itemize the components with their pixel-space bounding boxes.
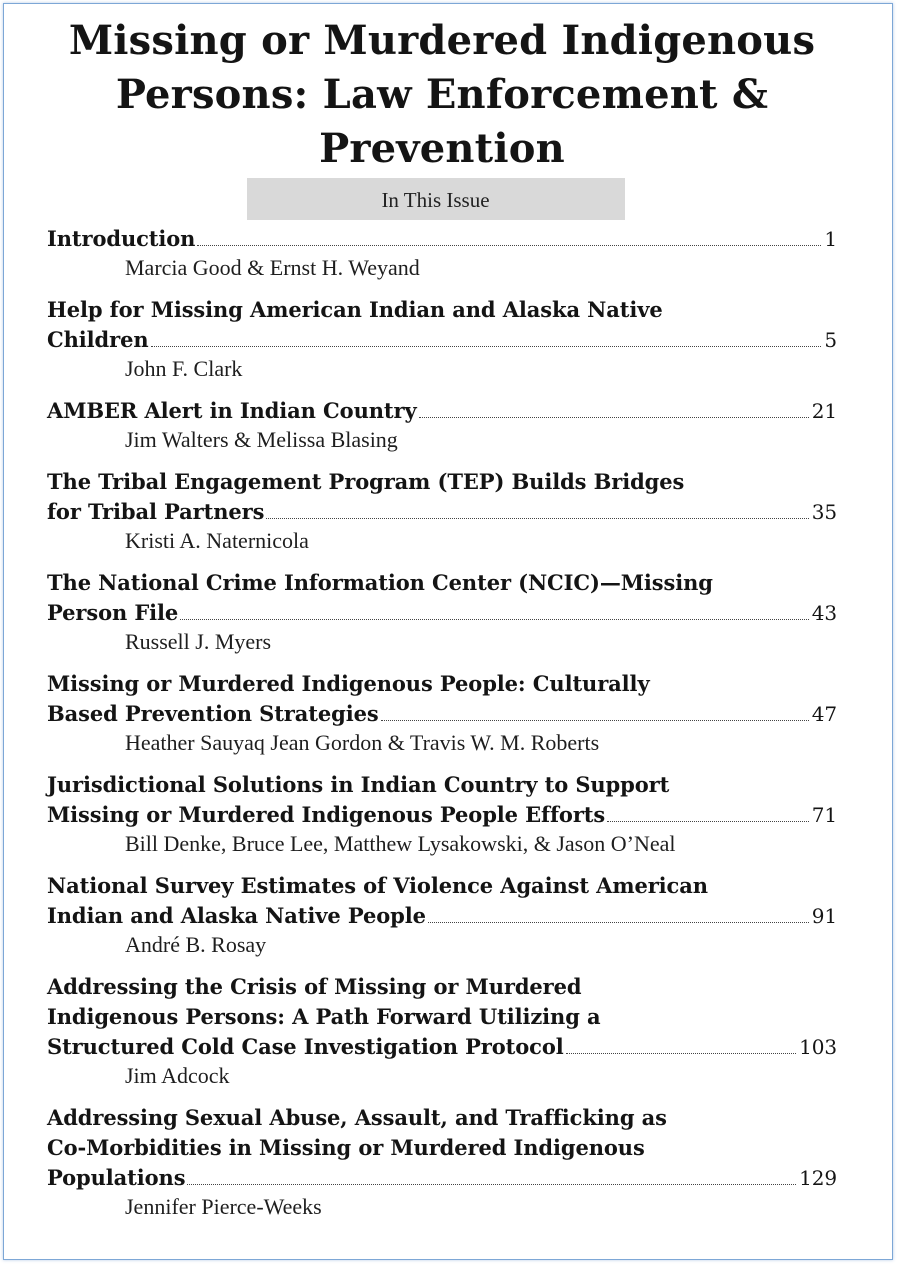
page-number: 91 [811, 904, 837, 928]
toc-entry [47, 396, 837, 454]
toc-title-line: Missing or Murdered Indigenous People: Culturally [47, 671, 650, 696]
title-line-3: Prevention [319, 125, 565, 172]
toc-title-line [47, 396, 837, 426]
toc-title-line [47, 1163, 837, 1193]
toc-entry [47, 972, 837, 1090]
toc-title-text: Structured Cold Case Investigation Protocol [47, 1034, 564, 1059]
table-of-contents [47, 224, 837, 1221]
toc-entry [47, 295, 837, 383]
toc-author: Russell J. Myers [125, 629, 272, 654]
page-number: 43 [811, 601, 837, 625]
in-this-issue-banner: In This Issue [247, 178, 625, 220]
toc-entry [47, 568, 837, 656]
toc-entry [47, 224, 837, 282]
toc-author: John F. Clark [125, 356, 243, 381]
toc-title-text: Missing or Murdered Indigenous People Efforts [47, 802, 606, 827]
toc-title-line [47, 901, 837, 931]
document-title [47, 14, 837, 176]
toc-title-line: The National Crime Information Center (NCIC)—Missing [47, 570, 713, 595]
title-line-1: Missing or Murdered Indigenous [68, 17, 816, 64]
toc-entry [47, 467, 837, 555]
dot-leader [566, 1053, 796, 1054]
dot-leader [180, 619, 809, 620]
page-number: 21 [811, 399, 837, 423]
toc-title-text: Based Prevention Strategies [47, 701, 379, 726]
toc-entry [47, 770, 837, 858]
dot-leader [428, 922, 809, 923]
page-number: 5 [824, 328, 837, 352]
toc-author: Jennifer Pierce-Weeks [125, 1194, 322, 1219]
title-line-2: Persons: Law Enforcement & [115, 71, 769, 118]
dot-leader [381, 720, 809, 721]
page-number: 71 [811, 803, 837, 827]
toc-title-text: for Tribal Partners [47, 499, 265, 524]
toc-title-line: The Tribal Engagement Program (TEP) Builds Bridges [47, 469, 685, 494]
toc-title-line: National Survey Estimates of Violence Against American [47, 873, 708, 898]
toc-title-text: Person File [47, 600, 179, 625]
page-number: 47 [811, 702, 837, 726]
toc-title-text: Introduction [47, 226, 196, 251]
toc-title-line: Help for Missing American Indian and Alaska Native [47, 297, 663, 322]
toc-title-line [47, 800, 837, 830]
toc-entry [47, 871, 837, 959]
toc-title-line [47, 325, 837, 355]
dot-leader [151, 346, 822, 347]
page-number: 103 [799, 1035, 837, 1059]
toc-title-line [47, 224, 837, 254]
toc-entry [47, 669, 837, 757]
toc-title-text: AMBER Alert in Indian Country [47, 398, 417, 423]
page-number: 129 [799, 1166, 837, 1190]
toc-author: Jim Walters & Melissa Blasing [125, 427, 398, 452]
dot-leader [197, 245, 821, 246]
toc-title-line [47, 699, 837, 729]
toc-title-line: Indigenous Persons: A Path Forward Utilizing a [47, 1004, 601, 1029]
issue-banner-wrap [47, 178, 837, 220]
toc-title-line: Co-Morbidities in Missing or Murdered Indigenous [47, 1135, 645, 1160]
toc-title-line: Addressing the Crisis of Missing or Murdered [47, 974, 582, 999]
toc-title-line [47, 598, 837, 628]
document-page [47, 14, 837, 1234]
toc-author: Marcia Good & Ernst H. Weyand [125, 255, 420, 280]
toc-title-text: Indian and Alaska Native People [47, 903, 426, 928]
dot-leader [187, 1184, 796, 1185]
toc-title-line: Jurisdictional Solutions in Indian Country to Support [47, 772, 670, 797]
toc-title-line [47, 497, 837, 527]
toc-title-text: Populations [47, 1165, 186, 1190]
toc-title-text: Children [47, 327, 149, 352]
toc-title-line: Addressing Sexual Abuse, Assault, and Trafficking as [47, 1105, 667, 1130]
toc-author: Jim Adcock [125, 1063, 230, 1088]
dot-leader [607, 821, 809, 822]
toc-author: Heather Sauyaq Jean Gordon & Travis W. M. Roberts [125, 730, 600, 755]
dot-leader [266, 518, 808, 519]
page-number: 1 [824, 227, 837, 251]
dot-leader [419, 417, 809, 418]
toc-author: Bill Denke, Bruce Lee, Matthew Lysakowski, & Jason O’Neal [125, 831, 676, 856]
toc-author: André B. Rosay [125, 932, 267, 957]
toc-title-line [47, 1032, 837, 1062]
toc-entry [47, 1103, 837, 1221]
toc-author: Kristi A. Naternicola [125, 528, 309, 553]
page-number: 35 [811, 500, 837, 524]
